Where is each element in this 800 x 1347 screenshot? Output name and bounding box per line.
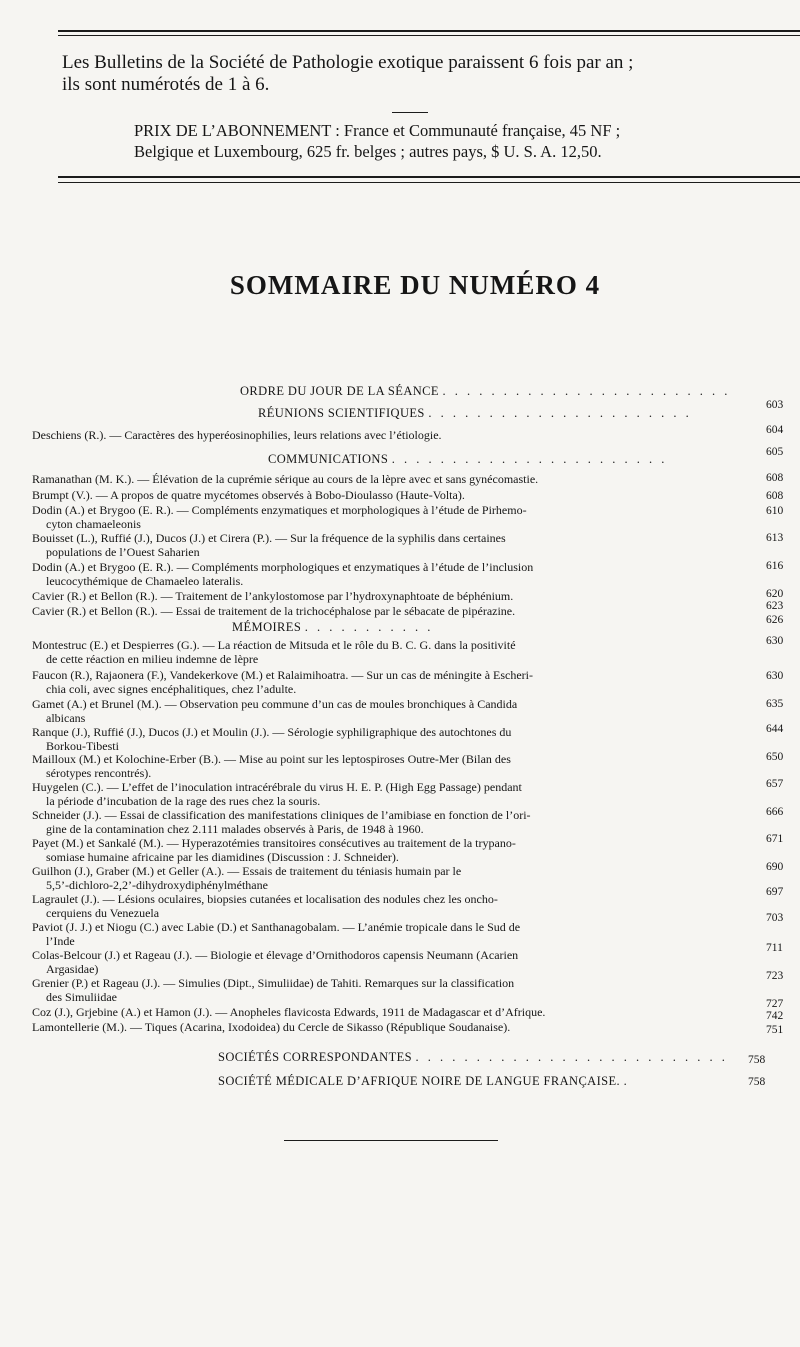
toc-entry [32, 668, 712, 696]
section-ordre [240, 384, 730, 399]
publication-notice [62, 52, 633, 96]
entry-page: 610 [766, 505, 784, 517]
section-communications-label: COMMUNICATIONS [268, 452, 389, 466]
section-societes-label: SOCIÉTÉS CORRESPONDANTES [218, 1050, 412, 1064]
toc-entry [32, 725, 712, 753]
page-medicale: 758 [748, 1076, 766, 1088]
entry-text: Dodin (A.) et Brygoo (E. R.). — Compléments morphologiques et enzymatiques à l’étude de l’inclusion [32, 560, 534, 574]
entry-page: 613 [766, 532, 784, 544]
entry-continuation: leucocythémique de Chamaeleo lateralis. [46, 574, 244, 588]
entry-continuation: gine de la contamination chez 2.111 malades observés à Paris, de 1948 à 1960. [46, 822, 424, 836]
entry-continuation: Argasidae) [46, 962, 99, 976]
entry-text: Cavier (R.) et Bellon (R.). — Traitement de l’ankylostomose par l’hydroxynaphtoate de béphénium. [32, 589, 514, 603]
page-societes: 758 [748, 1054, 766, 1066]
toc-entry [32, 892, 712, 920]
entry-page: 697 [766, 886, 784, 898]
entry-continuation: 5,5’-dichloro-2,2’-dihydroxydiphénylméthane [46, 878, 268, 892]
entry-page: 657 [766, 778, 784, 790]
page-ordre: 603 [766, 399, 784, 411]
top-rule-1 [58, 30, 800, 32]
page-deschiens: 605 [766, 446, 784, 458]
entry-continuation: cerquiens du Venezuela [46, 906, 160, 920]
entry-page: 711 [766, 942, 783, 954]
toc-entry [32, 976, 712, 1004]
dot-leader: . [623, 1074, 630, 1088]
entry-text: Mailloux (M.) et Kolochine-Erber (B.). — Mise au point sur les leptospiroses Outre-Mer (Bilan des [32, 752, 511, 766]
entry-page: 650 [766, 751, 784, 763]
section-societes [218, 1050, 728, 1065]
toc-entry [32, 836, 712, 864]
entry-page: 690 [766, 861, 784, 873]
entry-text: Lagraulet (J.). — Lésions oculaires, biopsies cutanées et localisation des nodules chez les oncho- [32, 892, 498, 906]
entry-text: Dodin (A.) et Brygoo (E. R.). — Compléments enzymatiques et morphologiques à l’étude de Pirhemo- [32, 503, 527, 517]
toc-entry [32, 1020, 712, 1034]
dot-leader: . . . . . . . . . . . . . . . . . . . . . . [428, 406, 692, 420]
page-memoires: 626 [766, 614, 784, 626]
entry-text: Payet (M.) et Sankalé (M.). — Hyperazotémies transitoires consécutives au traitement de la trypano- [32, 836, 516, 850]
section-reunions-label: RÉUNIONS SCIENTIFIQUES [258, 406, 425, 420]
entry-page: 630 [766, 670, 784, 682]
subscription-price [134, 120, 620, 162]
toc-entry [32, 697, 712, 725]
entry-continuation: des Simuliidae [46, 990, 117, 1004]
toc-entry [32, 604, 712, 618]
entry-continuation: Borkou-Tibesti [46, 739, 119, 753]
price-line-2: Belgique et Luxembourg, 625 fr. belges ; autres pays, $ U. S. A. 12,50. [134, 142, 602, 161]
bottom-rule [284, 1140, 498, 1141]
toc-entry [32, 1005, 712, 1019]
toc-entry [32, 503, 712, 531]
entry-text: Lamontellerie (M.). — Tiques (Acarina, Ixodoidea) du Cercle de Sikasso (République Soudanaise). [32, 1020, 511, 1034]
entry-text: Ramanathan (M. K.). — Élévation de la cuprémie sérique au cours de la lèpre avec et sans gynécomastie. [32, 472, 539, 486]
toc-entry [32, 864, 712, 892]
entry-page: 608 [766, 472, 784, 484]
notice-line-2: ils sont numérotés de 1 à 6. [62, 74, 270, 95]
entry-text: Montestruc (E.) et Despierres (G.). — La réaction de Mitsuda et le rôle du B. C. G. dans la positivité [32, 638, 516, 652]
toc-entry [32, 780, 712, 808]
section-medicale [218, 1074, 630, 1089]
entry-continuation: chia coli, avec signes encéphalitiques, chez l’adulte. [46, 682, 297, 696]
toc-entry [32, 488, 712, 502]
toc-entry [32, 531, 712, 559]
section-communications [268, 452, 667, 467]
mid-rule-2 [58, 182, 800, 183]
short-divider [392, 112, 428, 113]
entry-text: Schneider (J.). — Essai de classification des manifestations cliniques de l’amibiase en fonction de l’ori- [32, 808, 531, 822]
entry-page: 703 [766, 912, 784, 924]
toc-entry [32, 472, 712, 486]
toc-entry-deschiens [32, 428, 712, 442]
entry-text: Grenier (P.) et Rageau (J.). — Simulies (Dipt., Simuliidae) de Tahiti. Remarques sur la classification [32, 976, 515, 990]
entry-page: 620 [766, 588, 784, 600]
entry-continuation: sérotypes rencontrés). [46, 766, 152, 780]
entry-text: Brumpt (V.). — A propos de quatre mycétomes observés à Bobo-Dioulasso (Haute-Volta). [32, 488, 465, 502]
notice-line-1: Les Bulletins de la Société de Pathologie exotique paraissent 6 fois par an ; [62, 52, 634, 73]
toc-entry [32, 638, 712, 666]
toc-entry [32, 948, 712, 976]
entry-text: Guilhon (J.), Graber (M.) et Geller (A.). — Essais de traitement du téniasis humain par le [32, 864, 462, 878]
entry-page: 608 [766, 490, 784, 502]
dot-leader: . . . . . . . . . . . . . . . . . . . . . . . . . . [415, 1050, 728, 1064]
entry-page: 635 [766, 698, 784, 710]
entry-text: Ranque (J.), Ruffié (J.), Ducos (J.) et Moulin (J.). — Sérologie syphiligraphique des autochtones du [32, 725, 512, 739]
entry-page: 727 [766, 998, 784, 1010]
entry-text: Coz (J.), Grjebine (A.) et Hamon (J.). — Anopheles flavicosta Edwards, 1911 de Madagascar et d’Afrique. [32, 1005, 546, 1019]
entry-page: 623 [766, 600, 784, 612]
entry-page: 666 [766, 806, 784, 818]
entry-continuation: cyton chamaeleonis [46, 517, 141, 531]
entry-continuation: de cette réaction en milieu indemne de lèpre [46, 652, 259, 666]
toc-entry [32, 752, 712, 780]
dot-leader: . . . . . . . . . . . . . . . . . . . . . . . [391, 452, 668, 466]
entry-text: Cavier (R.) et Bellon (R.). — Essai de traitement de la trichocéphalose par le sébacate de pipérazine. [32, 604, 516, 618]
entry-text: Paviot (J. J.) et Niogu (C.) avec Labie (D.) et Santhanagobalam. — L’anémie tropicale dans le Sud de [32, 920, 521, 934]
toc-entry [32, 560, 712, 588]
entry-continuation: la période d’incubation de la rage des rues chez la souris. [46, 794, 321, 808]
price-line-1: PRIX DE L’ABONNEMENT : France et Communauté française, 45 NF ; [134, 121, 621, 140]
entry-text: Colas-Belcour (J.) et Rageau (J.). — Biologie et élevage d’Ornithodoros capensis Neumann (Acarien [32, 948, 519, 962]
entry-text: Gamet (A.) et Brunel (M.). — Observation peu commune d’un cas de moules bronchiques à Candida [32, 697, 518, 711]
section-memoires [232, 620, 433, 635]
entry-text: Deschiens (R.). — Caractères des hyperéosinophilies, leurs relations avec l’étiologie. [32, 428, 442, 442]
toc-entry [32, 920, 712, 948]
top-rule-2 [58, 35, 800, 36]
dot-leader: . . . . . . . . . . . . . . . . . . . . . . . . [442, 384, 731, 398]
entry-text: Bouisset (L.), Ruffié (J.), Ducos (J.) et Cirera (P.). — Sur la fréquence de la syphilis dans certaines [32, 531, 506, 545]
section-memoires-label: MÉMOIRES [232, 620, 302, 634]
entry-continuation: populations de l’Ouest Saharien [46, 545, 200, 559]
entry-page: 630 [766, 635, 784, 647]
entry-page: 742 [766, 1010, 784, 1022]
entry-continuation: l’Inde [46, 934, 75, 948]
section-reunions [258, 406, 692, 421]
toc-entry [32, 808, 712, 836]
section-ordre-label: ORDRE DU JOUR DE LA SÉANCE [240, 384, 439, 398]
section-medicale-label: SOCIÉTÉ MÉDICALE D’AFRIQUE NOIRE DE LANGUE FRANÇAISE. [218, 1074, 621, 1088]
entry-page: 644 [766, 723, 784, 735]
extra-page-1: 751 [766, 1024, 784, 1036]
toc-entry [32, 589, 712, 603]
entry-text: Huygelen (C.). — L’effet de l’inoculation intracérébrale du virus H. E. P. (High Egg Passage) pendant [32, 780, 522, 794]
entry-page: 671 [766, 833, 784, 845]
dot-leader: . . . . . . . . . . . [304, 620, 434, 634]
entry-text: Faucon (R.), Rajaonera (F.), Vandekerkove (M.) et Ralaimihoatra. — Sur un cas de méningite à Escheri- [32, 668, 533, 682]
entry-page: 616 [766, 560, 784, 572]
page-reunions: 604 [766, 424, 784, 436]
entry-page: 723 [766, 970, 784, 982]
entry-continuation: albicans [46, 711, 86, 725]
entry-continuation: somiase humaine africaine par les diamidines (Discussion : J. Schneider). [46, 850, 399, 864]
page-title: SOMMAIRE DU NUMÉRO 4 [229, 270, 601, 300]
mid-rule-1 [58, 176, 800, 178]
